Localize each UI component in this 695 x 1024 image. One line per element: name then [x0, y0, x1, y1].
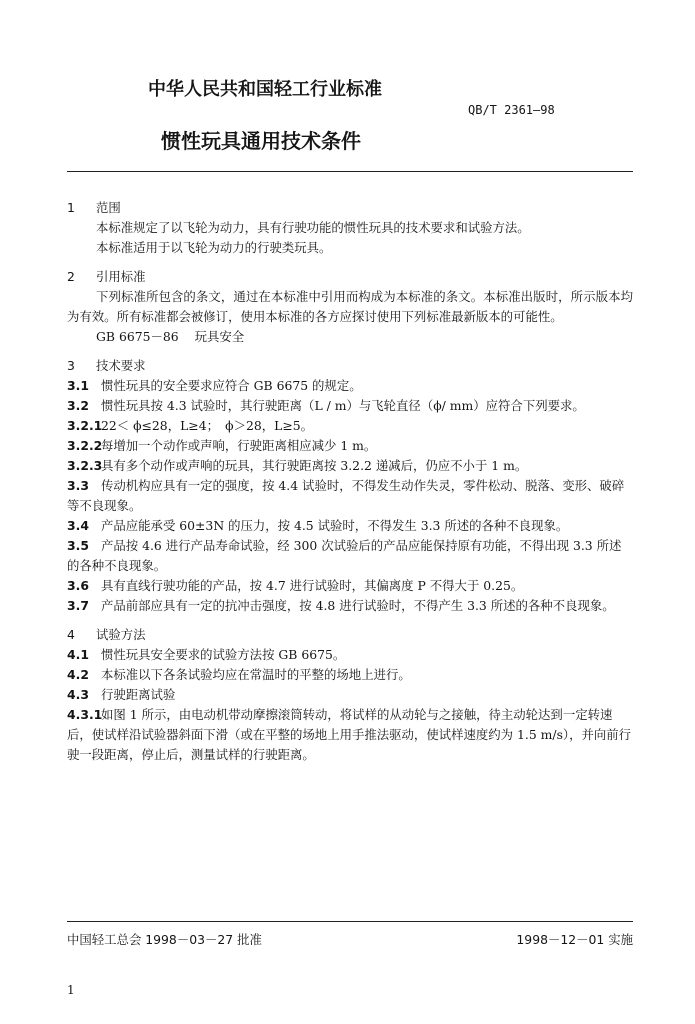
clause [67, 416, 633, 436]
section-number: 1 [67, 200, 75, 215]
standard-code: QB/T 2361—98 [468, 103, 555, 117]
clause-text: 具有多个动作或声响的玩具，其行驶距离按 3.2.2 递减后，仍应不小于 1 m。 [101, 458, 528, 473]
implementation-date: 1998－12－01 实施 [516, 932, 633, 947]
industry-standard-heading: 中华人民共和国轻工行业标准 [148, 79, 382, 100]
clause-number: 3.2.2 [67, 438, 103, 453]
clause-number: 4.2 [67, 667, 89, 682]
standard-ref-code: GB 6675－86 [96, 329, 179, 344]
clause [67, 665, 633, 685]
clause-text: 行驶距离试验 [101, 687, 176, 702]
clause-text: 产品前部应具有一定的抗冲击强度，按 4.8 进行试验时，不得产生 3.3 所述的各种不良现象。 [101, 598, 615, 613]
standard-ref-name: 玩具安全 [194, 329, 245, 344]
approval-date: 中国轻工总会 1998－03－27 批准 [67, 932, 262, 947]
clause [67, 396, 633, 416]
clause [67, 476, 633, 516]
section-number: 4 [67, 627, 75, 642]
clause [67, 685, 633, 705]
clause-text: 具有直线行驶功能的产品，按 4.7 进行试验时，其偏离度 P 不得大于 0.25。 [101, 578, 524, 593]
section-title: 范围 [96, 200, 121, 215]
section-heading [67, 356, 633, 376]
section-number: 3 [67, 358, 75, 373]
clause [67, 596, 633, 616]
clause-number: 3.4 [67, 518, 89, 533]
clause [67, 536, 633, 576]
section-title: 试验方法 [96, 627, 146, 642]
clause-number: 3.5 [67, 538, 89, 553]
paragraph: 本标准规定了以飞轮为动力，具有行驶功能的惯性玩具的技术要求和试验方法。 [96, 220, 530, 235]
clause-number: 3.2.1 [67, 418, 103, 433]
clause [67, 705, 633, 765]
paragraph: 下列标准所包含的条文，通过在本标准中引用而构成为本标准的条文。本标准出版时，所示版本均为有效。所有标准都会被修订，使用本标准的各方应探讨使用下列标准最新版本的可能性。 [67, 289, 633, 324]
clause-text: 22＜ ϕ≤28，L≥4； ϕ＞28，L≥5。 [101, 418, 314, 433]
paragraph: 本标准适用于以飞轮为动力的行驶类玩具。 [96, 240, 332, 255]
clause-text: 传动机构应具有一定的强度，按 4.4 试验时，不得发生动作失灵，零件松动、脱落、变形、破碎等不良现象。 [67, 478, 625, 513]
clause-text: 本标准以下各条试验均应在常温时的平整的场地上进行。 [101, 667, 411, 682]
clause-number: 3.3 [67, 478, 89, 493]
clause-number: 3.2.3 [67, 458, 103, 473]
clause-number: 3.6 [67, 578, 89, 593]
section-number: 2 [67, 269, 75, 284]
clause-text: 产品应能承受 60±3N 的压力，按 4.5 试验时，不得发生 3.3 所述的各种不良现象。 [101, 518, 569, 533]
clause-number: 4.3.1 [67, 707, 103, 722]
clause [67, 576, 633, 596]
section-heading [67, 267, 633, 287]
referenced-standard [67, 327, 633, 347]
clause [67, 456, 633, 476]
clause-text: 惯性玩具的安全要求应符合 GB 6675 的规定。 [101, 378, 362, 393]
clause-text: 每增加一个动作或声响，行驶距离相应减少 1 m。 [101, 438, 377, 453]
clause-text: 惯性玩具按 4.3 试验时，其行驶距离（L / m）与飞轮直径（ϕ/ mm）应符合下列要求。 [101, 398, 585, 413]
clause-text: 如图 1 所示，由电动机带动摩擦滚筒转动，将试样的从动轮与之接触，待主动轮达到一定转速后，使试样沿试验器斜面下滑（或在平整的场地上用手推法驱动，使试样速度约为 1.5 m/s），并向前行驶一段距离，停止后，测量试样的行驶距离。 [67, 707, 632, 762]
clause [67, 436, 633, 456]
section-heading [67, 198, 633, 218]
document-body [67, 198, 633, 765]
clause-number: 3.7 [67, 598, 89, 613]
document-title: 惯性玩具通用技术条件 [161, 129, 361, 153]
clause-number: 3.1 [67, 378, 89, 393]
clause-text: 产品按 4.6 进行产品寿命试验，经 300 次试验后的产品应能保持原有功能，不得出现 3.3 所述的各种不良现象。 [67, 538, 622, 573]
header-divider [67, 171, 633, 172]
page-number: 1 [67, 983, 75, 997]
section-title: 技术要求 [96, 358, 146, 373]
clause [67, 645, 633, 665]
footer-divider [67, 921, 633, 922]
clause-number: 3.2 [67, 398, 89, 413]
clause-number: 4.1 [67, 647, 89, 662]
section-title: 引用标准 [96, 269, 146, 284]
clause [67, 376, 633, 396]
clause [67, 516, 633, 536]
clause-number: 4.3 [67, 687, 89, 702]
section-heading [67, 625, 633, 645]
clause-text: 惯性玩具安全要求的试验方法按 GB 6675。 [101, 647, 346, 662]
